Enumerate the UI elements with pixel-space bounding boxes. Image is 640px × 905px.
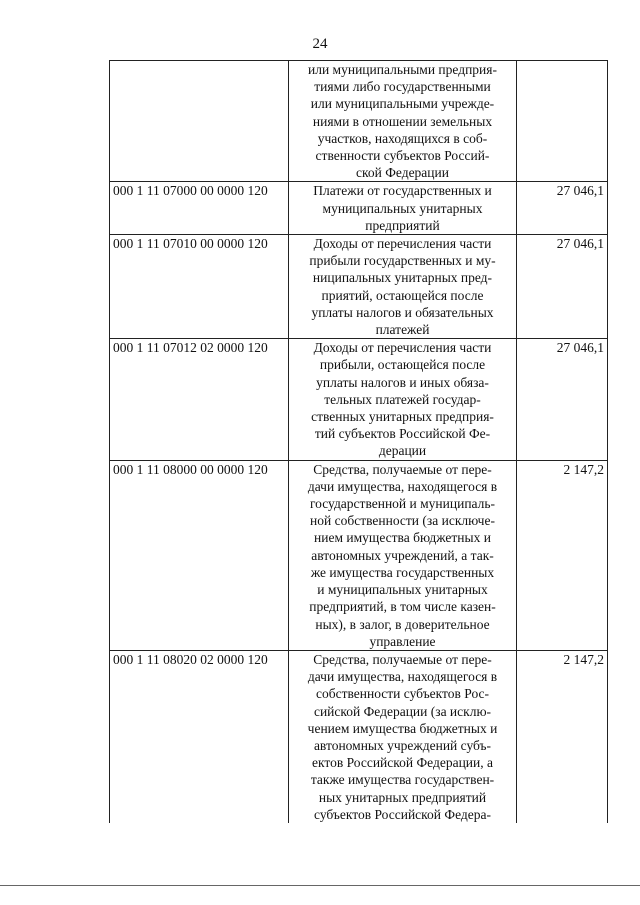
description-line: уплаты налогов и обязательных [311, 304, 494, 320]
row-description [289, 460, 517, 650]
description-line: предприятий, в том числе казен- [309, 599, 496, 615]
table-row [110, 339, 608, 460]
description-line: ных унитарных предприятий [318, 789, 487, 805]
page-bottom-rule [0, 885, 640, 886]
description-line: предприятий [365, 217, 440, 233]
row-amount: 27 046,1 [517, 182, 608, 235]
table-row [110, 235, 608, 339]
description-line: уплаты налогов и иных обяза- [316, 374, 489, 390]
description-line: прибыли государственных и му- [309, 253, 496, 269]
description-line: участков, находящихся в соб- [317, 130, 488, 146]
description-line: автономных учреждений субъ- [313, 737, 492, 753]
table-row [110, 460, 608, 650]
description-line: дерации [378, 443, 427, 459]
row-code: 000 1 11 08000 00 0000 120 [110, 460, 289, 650]
description-line: или муниципальными предприя- [308, 62, 497, 77]
row-description [289, 339, 517, 460]
description-line: Платежи от государственных и [313, 183, 492, 199]
description-line: ниями в отношении земельных [312, 113, 493, 129]
description-line: чением имущества бюджетных и [307, 720, 498, 736]
table-row [110, 182, 608, 235]
description-line: также имущества государствен- [310, 772, 495, 788]
description-line: и муниципальных унитарных [317, 582, 488, 598]
description-line: приятий, остающейся после [321, 287, 484, 303]
description-line: ных), в залог, в доверительное [315, 616, 490, 632]
description-line: автономных учреждений, а так- [311, 547, 494, 563]
row-description [289, 235, 517, 339]
description-line: тельных платежей государ- [324, 391, 481, 407]
description-line: нием имущества бюджетных и [314, 530, 491, 546]
row-description [289, 182, 517, 235]
table-row [110, 650, 608, 823]
row-amount: 27 046,1 [517, 235, 608, 339]
description-line: государственной и муниципаль- [309, 496, 496, 512]
description-line: ственности субъектов Россий- [315, 148, 490, 164]
row-amount: 2 147,2 [517, 650, 608, 823]
description-line: ниципальных унитарных пред- [312, 270, 493, 286]
description-line: прибыли, остающейся после [319, 357, 486, 373]
description-line: муниципальных унитарных [322, 200, 483, 216]
row-code [110, 61, 289, 182]
description-line: тиями либо государственными [314, 79, 491, 95]
description-line: тий субъектов Российской Фе- [314, 426, 491, 442]
description-line: управление [369, 633, 436, 649]
description-line: дачи имущества, находящегося в [307, 478, 498, 494]
description-line: ской Федерации [356, 165, 449, 181]
description-line: ектов Российской Федерации, а [312, 755, 493, 771]
row-code: 000 1 11 07010 00 0000 120 [110, 235, 289, 339]
row-code: 000 1 11 07000 00 0000 120 [110, 182, 289, 235]
description-line: собственности субъектов Рос- [315, 686, 490, 702]
description-line: ственных унитарных предприя- [311, 409, 494, 425]
row-amount [517, 61, 608, 182]
page-number: 24 [312, 36, 328, 52]
row-description [289, 61, 517, 182]
revenue-table [109, 60, 608, 823]
description-line: сийской Федерации (за исклю- [313, 703, 492, 719]
description-line: Доходы от перечисления части [313, 236, 492, 252]
description-line: Доходы от перечисления части [313, 340, 492, 356]
row-amount: 2 147,2 [517, 460, 608, 650]
description-line: дачи имущества, находящегося в [307, 669, 498, 685]
description-line: же имущества государственных [310, 564, 495, 580]
description-line: субъектов Российской Федера- [314, 806, 491, 822]
table-row [110, 61, 608, 182]
description-line: Средства, получаемые от пере- [313, 461, 492, 477]
description-line: ной собственности (за исключе- [310, 513, 495, 529]
description-line: платежей [375, 322, 430, 338]
description-line: или муниципальными учрежде- [310, 96, 495, 112]
row-amount: 27 046,1 [517, 339, 608, 460]
row-description [289, 650, 517, 823]
row-code: 000 1 11 07012 02 0000 120 [110, 339, 289, 460]
row-code: 000 1 11 08020 02 0000 120 [110, 650, 289, 823]
description-line: Средства, получаемые от пере- [313, 651, 492, 667]
